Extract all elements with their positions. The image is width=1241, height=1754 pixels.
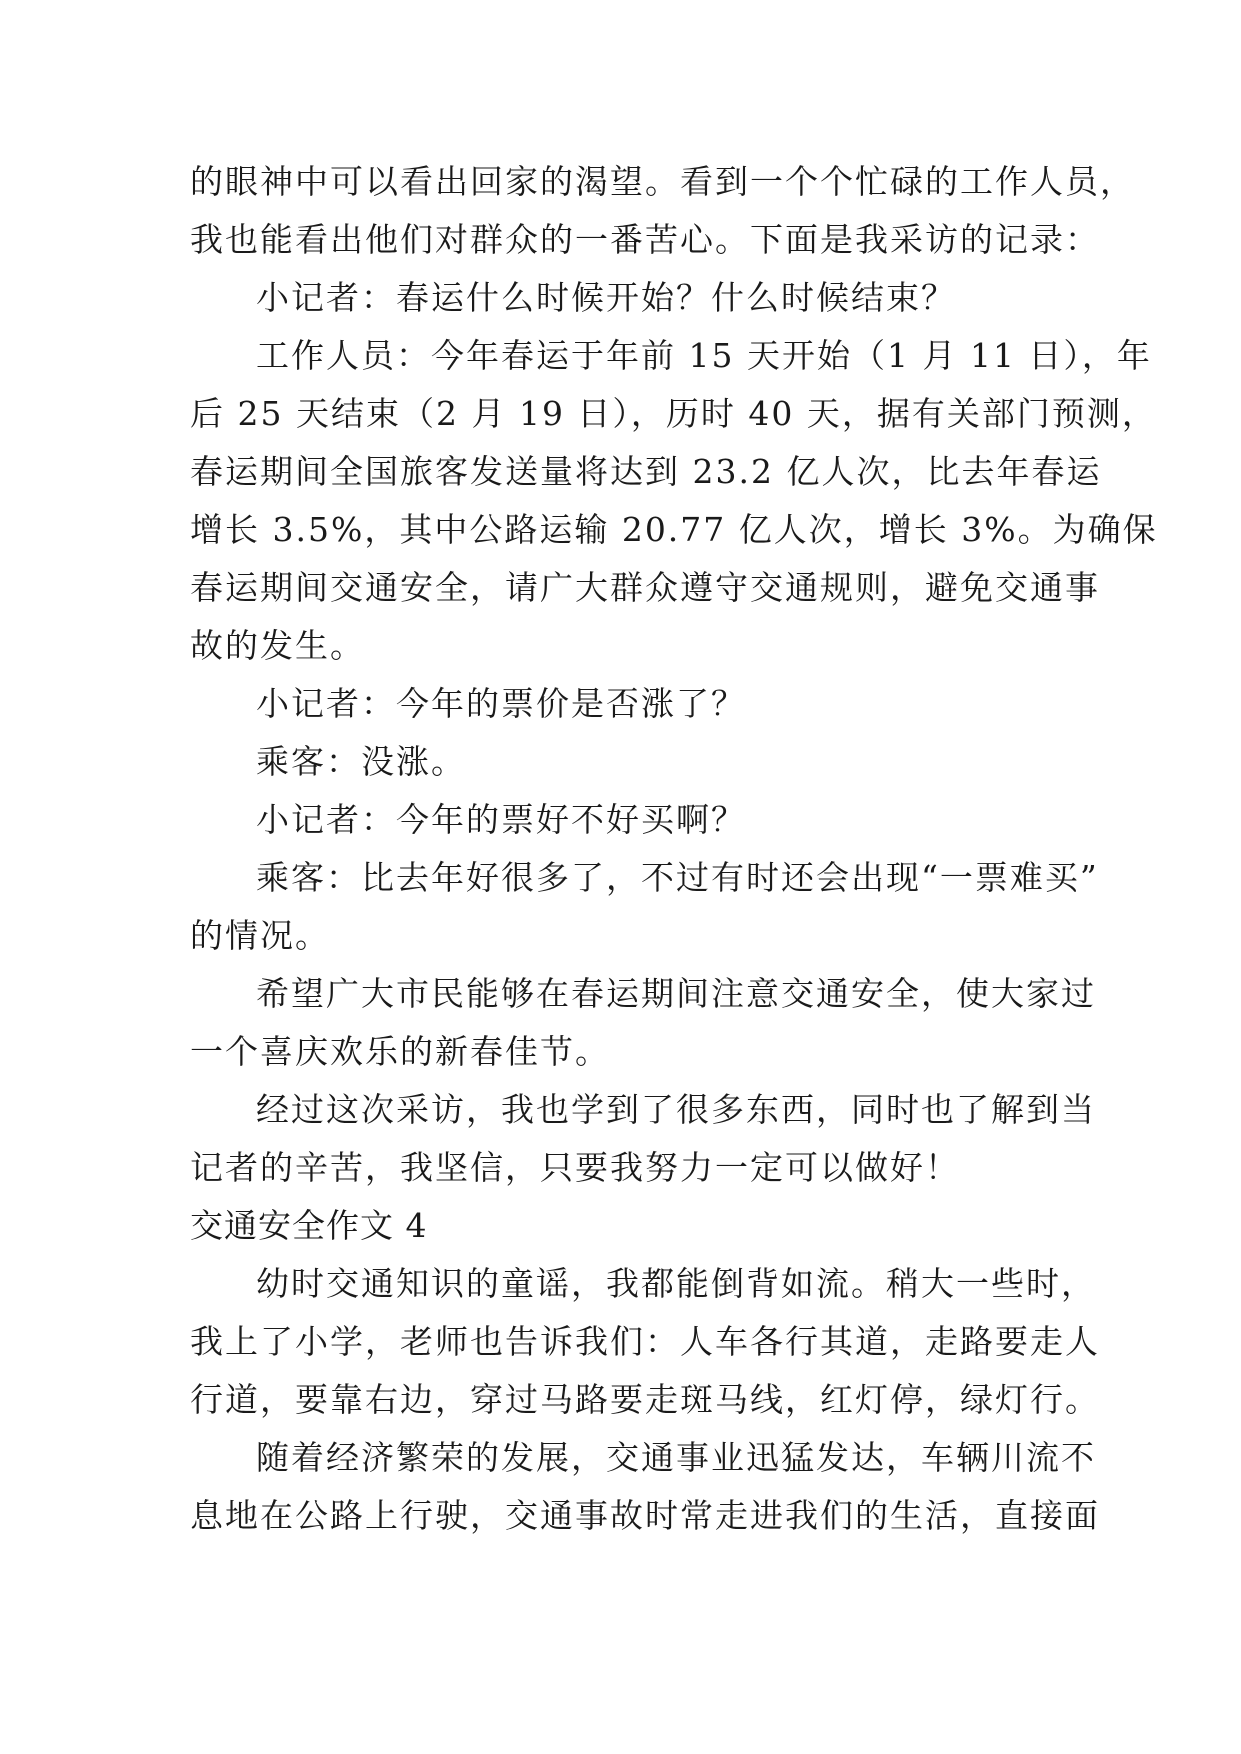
text-line: 春运期间交通安全，请广大群众遵守交通规则，避免交通事 [190,568,1100,607]
text-line: 的情况。 [190,916,330,955]
text-line: 记者的辛苦，我坚信，只要我努力一定可以做好！ [190,1148,960,1187]
text-line: 经过这次采访，我也学到了很多东西，同时也了解到当 [256,1090,1096,1129]
text-line: 幼时交通知识的童谣，我都能倒背如流。稍大一些时， [256,1264,1096,1303]
text-line: 一个喜庆欢乐的新春佳节。 [190,1032,610,1071]
text-line: 我上了小学，老师也告诉我们：人车各行其道，走路要走人 [190,1322,1100,1361]
text-line: 春运期间全国旅客发送量将达到 23.2 亿人次，比去年春运 [190,452,1102,491]
text-line: 小记者：今年的票好不好买啊？ [256,800,746,839]
text-line: 乘客：没涨。 [256,742,466,781]
text-line: 工作人员：今年春运于年前 15 天开始（1 月 11 日），年 [256,336,1152,375]
text-line: 我也能看出他们对群众的一番苦心。下面是我采访的记录： [190,220,1100,259]
text-line: 的眼神中可以看出回家的渴望。看到一个个忙碌的工作人员， [190,162,1135,201]
text-line: 小记者：春运什么时候开始？什么时候结束？ [256,278,956,317]
text-line: 增长 3.5%，其中公路运输 20.77 亿人次，增长 3%。为确保 [190,510,1158,549]
text-line: 故的发生。 [190,626,365,665]
text-line: 小记者：今年的票价是否涨了？ [256,684,746,723]
text-line: 息地在公路上行驶，交通事故时常走进我们的生活，直接面 [190,1496,1100,1535]
text-line: 后 25 天结束（2 月 19 日），历时 40 天，据有关部门预测， [190,394,1157,433]
text-line: 随着经济繁荣的发展，交通事业迅猛发达，车辆川流不 [256,1438,1096,1477]
text-line: 希望广大市民能够在春运期间注意交通安全，使大家过 [256,974,1096,1013]
section-heading: 交通安全作文 4 [190,1206,428,1245]
text-line: 乘客：比去年好很多了，不过有时还会出现“一票难买” [256,858,1099,897]
text-line: 行道，要靠右边，穿过马路要走斑马线，红灯停，绿灯行。 [190,1380,1100,1419]
